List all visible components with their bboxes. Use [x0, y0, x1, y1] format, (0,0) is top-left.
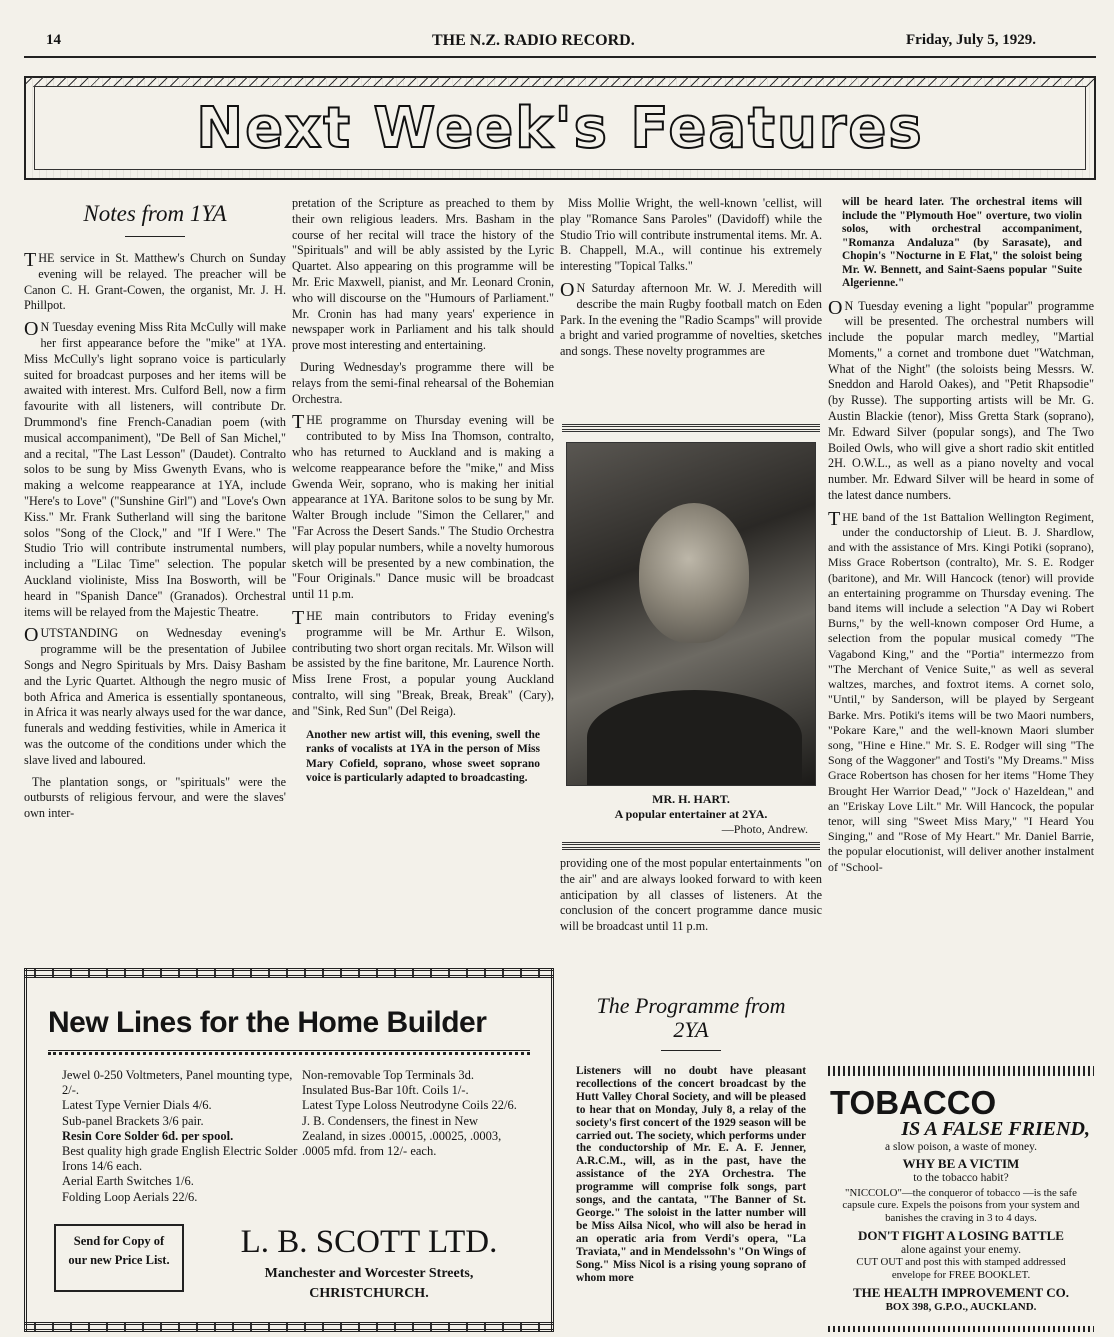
ad-line: THE HEALTH IMPROVEMENT CO.	[853, 1285, 1069, 1301]
header-rule	[24, 56, 1096, 58]
column-1yA	[24, 192, 286, 828]
article-paragraph-bold: will be heard later. The orchestral items will include the "Plymouth Hoe" overture, two violin solos, with orchestral accompaniment, "Romanza Andaluza" (by Sarasate), and Chopin's "Nocturne in E Flat," the soloist being Mr. W. Bennett, and Saint-Saens popular "Suite Algerienne."	[842, 196, 1082, 289]
article-paragraph: providing one of the most popular entertainments "on the air" and are always looked forward to with keen anticipation by all classes of listeners. At the conclusion of the concert programme dance music will be broadcast until 11 p.m.	[560, 856, 822, 934]
article-paragraph: THE service in St. Matthew's Church on Sunday evening will be relayed. The preacher will be Canon C. H. Grant-Cowen, the organist, Mr. J. H. Phillpot.	[24, 249, 286, 313]
article-paragraph: OUTSTANDING on Wednesday evening's programme will be the presentation of Jubilee Songs and Negro Spirituals by Mrs. Daisy Basham and the Lyric Quartet. Although the negro music of both Africa and America is essentially spontaneous, in Africa it was nearly always used for the war dance, funerals and wedding festivities, while in America it was the outcome of the conditions under which the slave lived and laboured.	[24, 624, 286, 767]
list-item: Jewel 0-250 Voltmeters, Panel mounting type, 2/-.	[62, 1068, 293, 1098]
article-paragraph: The plantation songs, or "spirituals" were the outbursts of religious fervour, and were the slaves' own inter-	[24, 774, 286, 821]
company-name: L. B. SCOTT LTD.	[240, 1224, 498, 1260]
article-paragraph: O N Tuesday evening a light "popular" programme will be presented. The orchestral numbers will include the popular march medley, "Martial Moments," a cornet and trombone duet "Watchman, What of the Night" (the soloists being Messrs. W. Sneddon and Harold Oakes), and "Petit Rhapsodie" (by Russe). The supporting artists will be Mr. G. Austin Blackie (tenor), Miss Gretta Stark (soprano), Mr. Edward Silver (popular songs), and The Two Boiled Owls, who will give a short radio skit entitled 2H. O.W.L., as well as a piano novelty and vocal number. Mr. Edward Silver will be heard in some of the latest dance numbers.	[828, 296, 1094, 503]
article-paragraph-bold: Another new artist will, this evening, swell the ranks of vocalists at 1YA in the person of Miss Mary Cofield, soprano, whose sweet soprano voice is particularly adapted to broadcasting.	[306, 728, 540, 784]
article-paragraph: THE programme on Thursday evening will be contributed to by Miss Ina Thomson, contralto, who has returned to Auckland and is making a welcome reappearance before the "mike," and Miss Gwenda Weir, soprano, who is making her initial appearance at 1YA. Baritone solos to be sung by Mr. Walter Brough include "Simon the Cellarer," and "Far Across the Desert Sands." The Studio Orchestra will play popular numbers, while a novelty humorous sketch will be presented by a new combination, the "Four Originals." Dance music will be broadcast until 11 p.m.	[292, 411, 554, 602]
publication-title: THE N.Z. RADIO RECORD.	[432, 32, 635, 49]
list-item: Non-removable Top Terminals 3d.	[302, 1068, 475, 1082]
tobacco-title: TOBACCO	[830, 1084, 997, 1121]
ad-right-list	[302, 1068, 522, 1159]
list-item: J. B. Condensers, the finest in New Zealand, in sizes .00015, .00025, .0003, .0005 mfd. from 12/- each.	[302, 1113, 502, 1159]
article-paragraph-bold: Listeners will no doubt have pleasant recollections of the concert broadcast by the Hutt Valley Choral Society, and will be pleased to hear that on Monday, July 8, a relay of the society's first concert of the 1929 season will be carried out. The society, which performs under the conductorship of Mr. E. A. F. Jenner, A.R.C.M., will, as in the past, have the assistance of the 2YA Orchestra. The programme will comprise folk songs, part songs, and the cantata, "The Banner of St. George." The soloist in the latter number will be Miss Ailsa Nicol, who will also be herad in an operatic aria from Verdi's opera, "La Traviata," and in Mendelssohn's "On Wings of Song." Miss Nicol is a rising young soprano of whom more	[576, 1065, 806, 1284]
section-heading-1ya: Notes from 1YA	[83, 201, 227, 226]
tobacco-subtitle: IS A FALSE FRIEND,	[901, 1118, 1090, 1140]
issue-date: Friday, July 5, 1929.	[906, 32, 1037, 48]
ad-left-list	[62, 1068, 300, 1205]
ad-border-bottom	[24, 1322, 554, 1332]
ad-line: BOX 398, G.P.O., AUCKLAND.	[885, 1301, 1037, 1314]
banner-title: Next Week's Features	[196, 95, 924, 161]
ad-border-top	[24, 968, 554, 978]
ad-line: WHY BE A VICTIM	[902, 1156, 1020, 1171]
list-item: Sub-panel Brackets 3/6 pair.	[62, 1113, 204, 1128]
caption-name: MR. H. HART.	[652, 792, 730, 806]
ad-title-rule	[48, 1050, 530, 1055]
ad-border-top	[828, 1066, 1094, 1076]
heading-rule	[125, 236, 185, 237]
company-address: Manchester and Worcester Streets,	[264, 1266, 474, 1281]
ad-line: DON'T FIGHT A LOSING BATTLE	[858, 1228, 1064, 1244]
ad-title: New Lines for the Home Builder	[48, 1006, 487, 1039]
ad-line: "NICCOLO"—the conqueror of tobacco —is the safe capsule cure. Expels the poisons from your system and banishes the craving in 3 to 4 days.	[842, 1187, 1080, 1224]
tobacco-ad	[828, 1066, 1094, 1332]
column-3-continued	[560, 856, 822, 941]
portrait-photo	[566, 442, 816, 786]
caption-credit: —Photo, Andrew.	[721, 822, 808, 836]
ad-border-left	[24, 968, 32, 1332]
article-paragraph: THE band of the 1st Battalion Wellington Regiment, under the conductorship of Lieut. B. J. Shardlow, and with the assistance of Mrs. Kingi Potiki (soprano), Miss Grace Robertson (contralto), Mr. S. E. Rodger (baritone), and Mr. Will Hancock (tenor) will provide an entertaining programme on Thursday evening. The band items will include a selection "A Day wi Robert Burns," by the well-known composer Ord Hume, a selection from the popular musical comedy "The Vagabond King," and the "Portia" intermezzo from "The Merchant of Venice Suite," as well as several waltzes, marches, and foxtrot items. A cornet solo, "Until," by Sanderson, will be played by Sergeant Barke. Mrs. Potiki's items will be two Maori numbers, "Pokare Kare," and the well-known Maori slumber song, "Hine e Hine." Mr. S. E. Rodger will sing "The Song of the Waggoner" and Tosti's "My Dreams." Miss Grace Robertson has chosen for her items "Home They Brought Her Warrior Dead," "Jock o' Hazeldean," and an "Eriskay Love Lilt." Mr. Will Hancock, the popular tenor, will sing "Sweet Miss Mary," "I Heard You Singing," and "Rose of My Heart." Mr. Daniel Barrie, the popular elocutionist, will deliver another instalment of "School-	[828, 507, 1094, 874]
list-item: Aerial Earth Switches 1/6.	[62, 1174, 194, 1189]
list-item: Latest Type Loloss Neutrodyne Coils 22/6.	[302, 1098, 517, 1113]
price-list-box: Send for Copy of our new Price List.	[54, 1224, 184, 1292]
ad-line: a slow poison, a waste of money.	[885, 1141, 1037, 1153]
company-city: CHRISTCHURCH.	[309, 1286, 429, 1301]
photo-caption	[560, 792, 822, 837]
column-4	[828, 196, 1094, 881]
photo-frame-top	[562, 424, 820, 432]
list-item: Insulated Bus-Bar 10ft. Coils 1/-.	[302, 1083, 469, 1098]
portrait-shoulders	[587, 690, 802, 785]
banner	[24, 76, 1096, 180]
list-item: Resin Core Solder 6d. per spool.	[62, 1128, 234, 1143]
list-item: Latest Type Vernier Dials 4/6.	[62, 1098, 212, 1113]
column-2	[292, 196, 554, 786]
column-3	[560, 196, 822, 366]
ad-border-right	[546, 968, 554, 1332]
heading-rule	[661, 1050, 721, 1051]
ad-line: alone against your enemy.	[901, 1244, 1021, 1257]
article-paragraph: O N Tuesday evening Miss Rita McCully will make her first appearance before the "mike" at 1YA. Miss McCully's light soprano voice is particularly suited for broadcast purposes and her items will be awaited with interest. Mrs. Culford Bell, now a firm favourite with all listeners, will contribute Dr. Drummond's fine French-Canadian poem (with musical accompaniment), "De Bell of San Michel," and a recital, "The Last Lesson" (Daudet). Contralto solos to be sung by Miss Gwenyth Evans, who is making a welcome reappearance at 1YA, include "Here's to Love" ("Sunshine Girl") and "Love's Own Kiss." Mr. Frank Sutherland will sing the baritone solos "Song of the Clock," and "If I Were." The Studio Trio will contribute instrumental numbers, including a "Lilac Time" selection. The popular Auckland violiniste, Miss Ina Bosworth, will be heard in "Spanish Dance" (Granados). Orchestral items will be relayed from the Majestic Theatre.	[24, 318, 286, 619]
photo-frame-bottom	[562, 842, 820, 850]
list-item: Best quality high grade English Electric Solder Irons 14/6 each.	[62, 1144, 298, 1174]
home-builder-ad	[24, 968, 554, 1332]
caption-desc: A popular entertainer at 2YA.	[614, 807, 768, 821]
article-paragraph: Miss Mollie Wright, the well-known 'cellist, will play "Romance Sans Paroles" (Davidoff) while the Studio Trio will contribute instrumental items. Mr. A. B. Chappell, M.A., will continue his extremely interesting "Topical Talks."	[560, 196, 822, 274]
article-paragraph: THE main contributors to Friday evening's programme will be Mr. Arthur E. Wilson, contributing two short organ recitals. Mr. Wilson will be assisted by the fine baritone, Mr. Laurence North. Miss Irene Frost, a popular young Auckland contralto, will sing "Break, Break, Break" (Cary), and "Sink, Red Sun" (Del Reiga).	[292, 606, 554, 718]
banner-inner	[34, 86, 1086, 170]
ad-line: CUT OUT and post this with stamped addressed envelope for FREE BOOKLET.	[856, 1256, 1066, 1281]
article-paragraph: pretation of the Scripture as preached to them by their own religious leaders. Mrs. Basham in the course of her recital will trace the history of the "Spirituals" and will be ably assisted by the Lyric Quartet. Also appearing on this programme will be Mr. Eric Maxwell, pianist, and Mr. Leonard Cronin, who will discourse on the "Humours of Parliament." Mr. Cronin has had many years' experience in newspaper work in Parliament and his talk should prove most interesting and entertaining.	[292, 196, 554, 353]
ad-border-bottom	[828, 1326, 1094, 1332]
section-2ya	[560, 986, 822, 1284]
section-heading-2ya: The Programme from 2YA	[596, 993, 786, 1042]
article-paragraph: During Wednesday's programme there will be relays from the semi-final rehearsal of the Bohemian Orchestra.	[292, 359, 554, 406]
ad-line: to the tobacco habit?	[913, 1172, 1009, 1184]
page-number: 14	[46, 32, 61, 48]
list-item: Folding Loop Aerials 22/6.	[62, 1189, 198, 1204]
article-paragraph: O N Saturday afternoon Mr. W. J. Meredith will describe the main Rugby football match on Eden Park. In the evening the "Radio Scamps" will provide a bright and varied programme of novelties, sketches and songs. These novelty programmes are	[560, 278, 822, 359]
portrait-face	[639, 503, 749, 643]
